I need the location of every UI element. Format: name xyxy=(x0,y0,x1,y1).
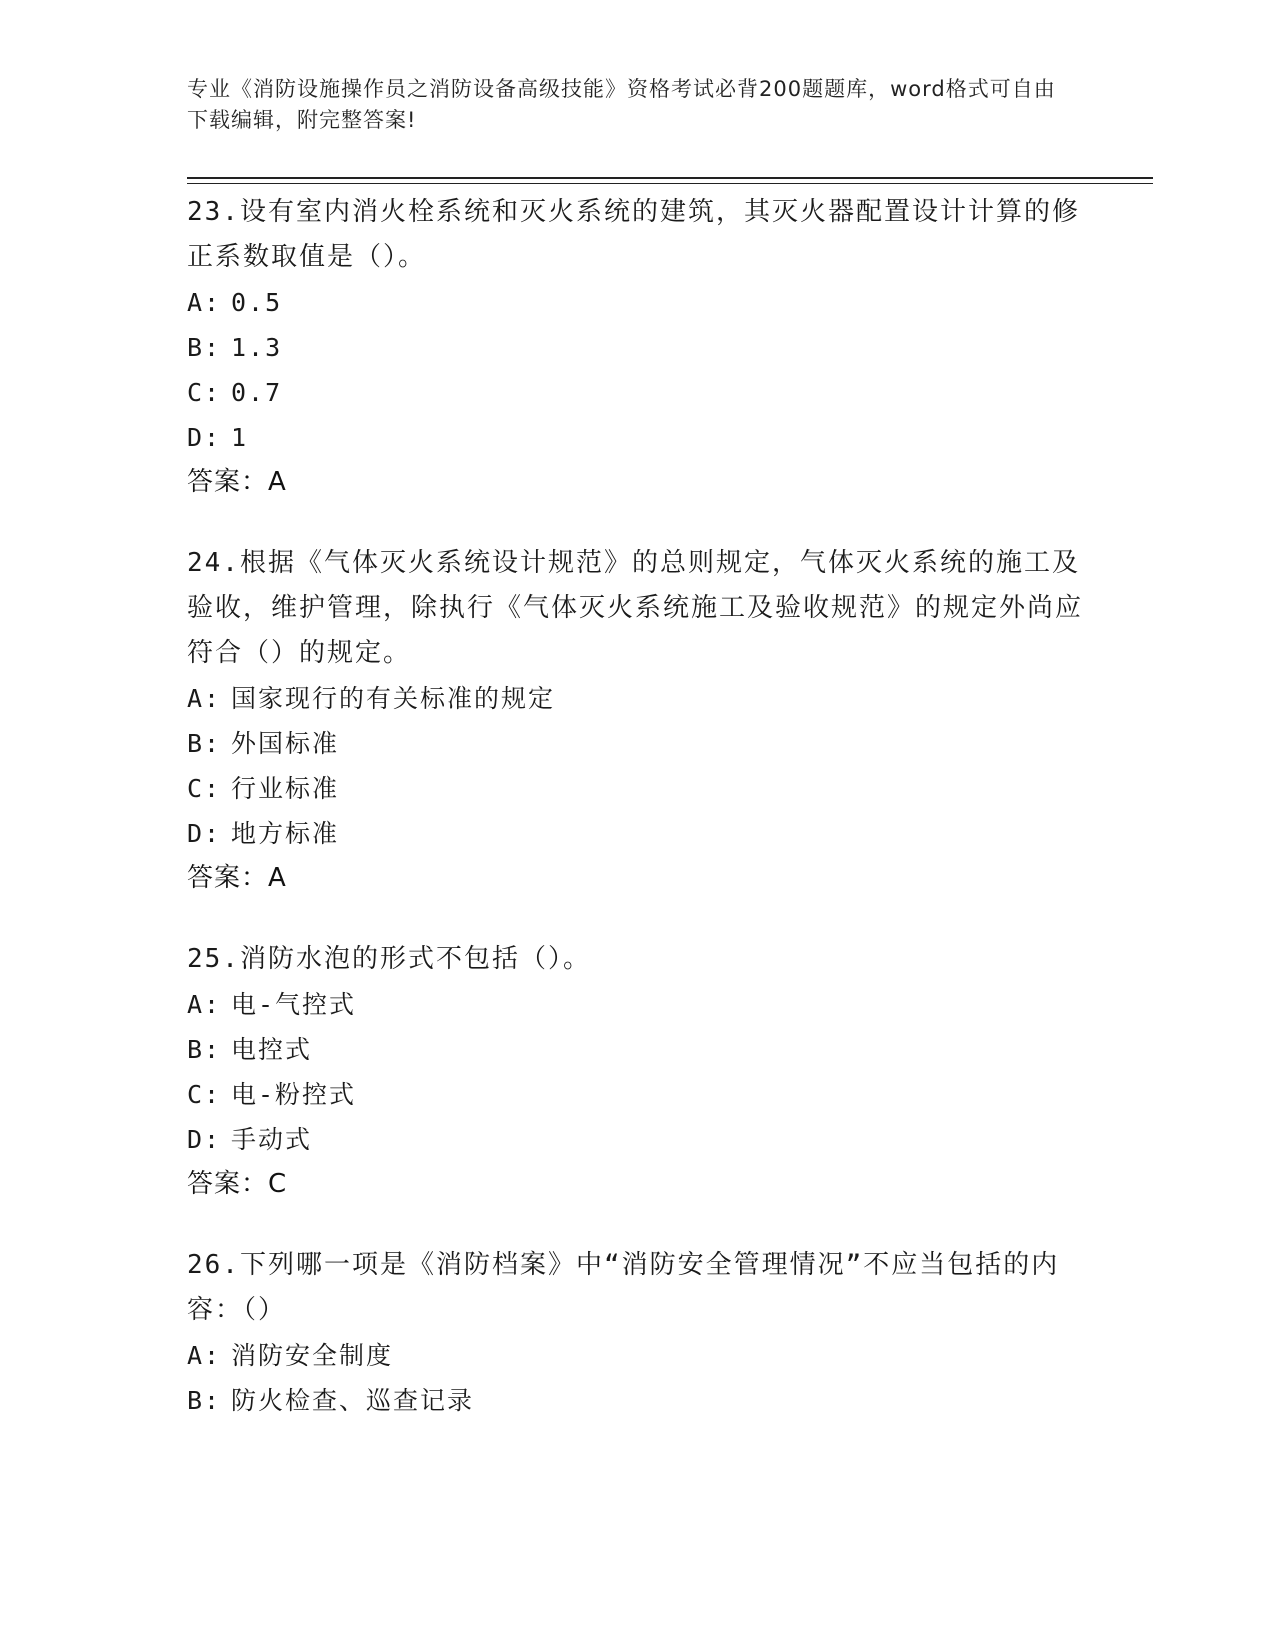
option-key: B: xyxy=(187,1035,222,1064)
question-stem: 23.设有室内消火栓系统和灭火系统的建筑，其灭火器配置设计计算的修正系数取值是（）。 xyxy=(187,197,1080,272)
answer-line: 答案：A xyxy=(187,863,287,893)
option-key: A: xyxy=(187,990,222,1019)
option-text: 电控式 xyxy=(231,1035,313,1064)
option-a xyxy=(187,280,1087,325)
question-stem: 25.消防水泡的形式不包括（）。 xyxy=(187,944,591,974)
answer-line: 答案：C xyxy=(187,1169,288,1199)
option-key: D: xyxy=(187,423,222,452)
option-text: 手动式 xyxy=(231,1125,313,1154)
option-text: 地方标准 xyxy=(231,819,340,848)
header-divider xyxy=(187,177,1153,179)
option-a xyxy=(187,982,1087,1027)
option-a xyxy=(187,676,1087,721)
option-text: 消防安全制度 xyxy=(231,1341,394,1370)
option-text: 0.5 xyxy=(231,288,283,317)
option-b xyxy=(187,1027,1087,1072)
option-key: C: xyxy=(187,774,222,803)
option-key: B: xyxy=(187,333,222,362)
option-d xyxy=(187,1117,1087,1162)
question-26 xyxy=(187,1243,1087,1423)
question-list xyxy=(187,190,1087,1459)
option-text: 0.7 xyxy=(231,378,283,407)
option-d xyxy=(187,811,1087,856)
option-key: A: xyxy=(187,1341,222,1370)
question-23 xyxy=(187,190,1087,505)
option-text: 防火检查、巡查记录 xyxy=(231,1386,475,1415)
option-d xyxy=(187,415,1087,460)
option-b xyxy=(187,325,1087,370)
question-stem: 24.根据《气体灭火系统设计规范》的总则规定，气体灭火系统的施工及验收，维护管理，除执行《气体灭火系统施工及验收规范》的规定外尚应符合（）的规定。 xyxy=(187,548,1084,668)
option-text: 行业标准 xyxy=(231,774,340,803)
option-text: 1 xyxy=(231,423,249,452)
option-b xyxy=(187,721,1087,766)
question-stem: 26.下列哪一项是《消防档案》中“消防安全管理情况”不应当包括的内容：（） xyxy=(187,1250,1060,1325)
option-text: 电-气控式 xyxy=(231,990,357,1019)
option-key: B: xyxy=(187,729,222,758)
question-25 xyxy=(187,937,1087,1207)
option-key: C: xyxy=(187,1080,222,1109)
option-text: 国家现行的有关标准的规定 xyxy=(231,684,556,713)
option-c xyxy=(187,370,1087,415)
option-key: D: xyxy=(187,819,222,848)
option-c xyxy=(187,1072,1087,1117)
question-24 xyxy=(187,541,1087,901)
option-a xyxy=(187,1333,1087,1378)
option-key: D: xyxy=(187,1125,222,1154)
option-text: 1.3 xyxy=(231,333,283,362)
option-key: A: xyxy=(187,288,222,317)
option-text: 电-粉控式 xyxy=(231,1080,357,1109)
option-b xyxy=(187,1378,1087,1423)
option-key: B: xyxy=(187,1386,222,1415)
option-key: A: xyxy=(187,684,222,713)
option-c xyxy=(187,766,1087,811)
answer-line: 答案：A xyxy=(187,467,287,497)
option-text: 外国标准 xyxy=(231,729,340,758)
option-key: C: xyxy=(187,378,222,407)
document-header: 专业《消防设施操作员之消防设备高级技能》资格考试必背200题题库，word格式可自由下载编辑，附完整答案! xyxy=(187,77,1056,132)
header-divider-thin xyxy=(187,183,1153,184)
